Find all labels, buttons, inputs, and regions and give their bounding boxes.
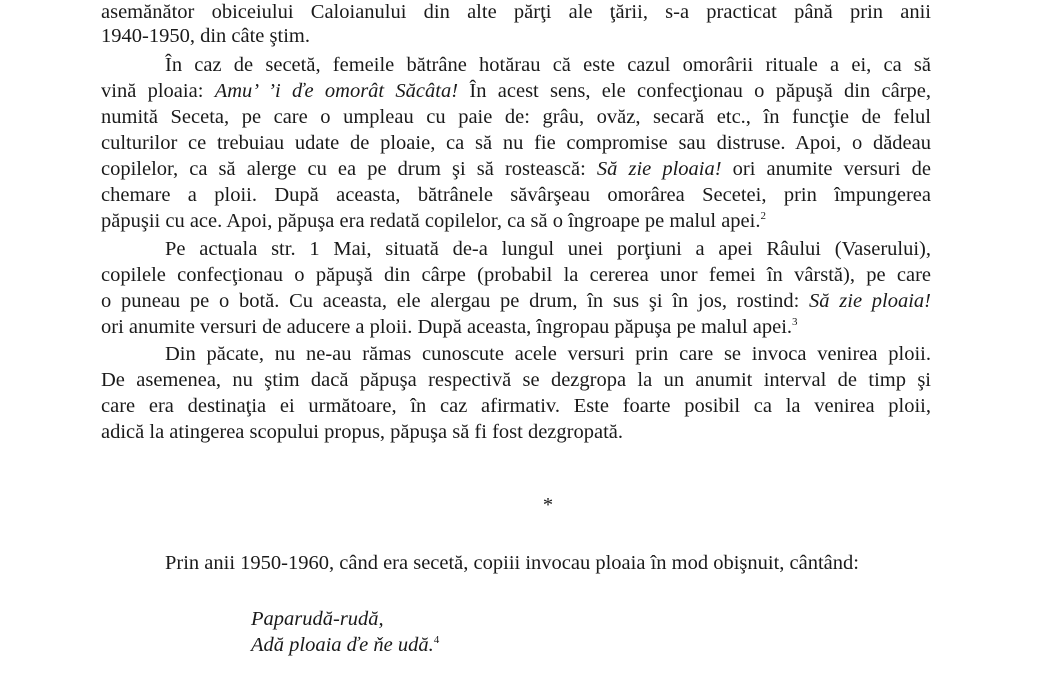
paragraph-1-line-2: 1940-1950, din câte ştim.	[101, 25, 310, 47]
verse-line-1: Paparudă-rudă,	[251, 608, 384, 630]
paragraph-2-line-4: culturilor ce trebuiau udate de ploaie, ca să nu fie compromise sau distruse. Apoi, o dădeau	[101, 132, 931, 154]
section-separator: *	[542, 494, 554, 516]
paragraph-4-line-4: adică la atingerea scopului propus, păpuşa să fi fost dezgropată.	[101, 421, 623, 443]
paragraph-3-line-2: copilele confecţionau o păpuşă din cârpe (probabil la cererea unor femei în vârstă), pe care	[101, 264, 931, 286]
paragraph-2-line-6: chemare a ploii. După aceasta, bătrânele săvârşeau omorârea Secetei, prin împungerea	[101, 184, 931, 206]
paragraph-3-line-4: ori anumite versuri de aducere a ploii. După aceasta, îngropau păpuşa pe malul apei.$^3$	[101, 316, 798, 338]
paragraph-4-line-3: care era destinaţia ei următoare, în caz afirmativ. Este foarte posibil ca la venirea ploii,	[101, 395, 931, 417]
paragraph-4-line-2: De asemenea, nu ştim dacă păpuşa respectivă se dezgropa la un anumit interval de timp şi	[101, 369, 931, 391]
italic-quote: Amu’ ’i ďe omorât Săcâta!	[214, 80, 459, 102]
paragraph-3-line-1: Pe actuala str. 1 Mai, situată de-a lungul unei porţiuni a apei Râului (Vaserului),	[165, 238, 931, 260]
paragraph-2-line-5: copilelor, ca să alerge cu ea pe drum şi să rostească: Să zie ploaia! ori anumite versuri de	[101, 158, 931, 180]
closing-paragraph: Prin anii 1950-1960, când era secetă, copiii invocau ploaia în mod obişnuit, cântând:	[165, 552, 859, 574]
italic-quote: Să zie ploaia!	[596, 158, 722, 180]
footnote-marker: 2	[760, 210, 766, 223]
paragraph-4-line-1: Din păcate, nu ne-au rămas cunoscute acele versuri prin care se invoca venirea ploii.	[165, 343, 931, 365]
paragraph-1-line-1: asemănător obiceiului Caloianului din alte părţi ale ţării, s-a practicat până prin anii	[101, 1, 931, 23]
footnote-marker: 3	[792, 316, 798, 329]
paragraph-2-line-2: vină ploaia: Amu’ ’i ďe omorât Săcâta! În acest sens, ele confecţionau o păpuşă din cârpe,	[101, 80, 931, 102]
paragraph-3-line-3: o puneau pe o botă. Cu aceasta, ele alergau pe drum, în sus şi în jos, rostind: Să zie ploaia!	[101, 290, 931, 312]
paragraph-2-line-1: În caz de secetă, femeile bătrâne hotărau că este cazul omorârii rituale a ei, ca să	[165, 54, 931, 76]
verse-line-2: Adă ploaia ďe ňe udă.$^4$	[251, 634, 440, 656]
italic-quote: Să zie ploaia!	[809, 290, 931, 312]
paragraph-2-line-7: păpuşii cu ace. Apoi, păpuşa era redată copilelor, ca să o îngroape pe malul apei.$^2$	[101, 210, 766, 232]
paragraph-2-line-3: numită Seceta, pe care o umpleau cu paie de: grâu, ovăz, secară etc., în funcţie de felul	[101, 106, 931, 128]
footnote-marker: 4	[433, 634, 440, 647]
